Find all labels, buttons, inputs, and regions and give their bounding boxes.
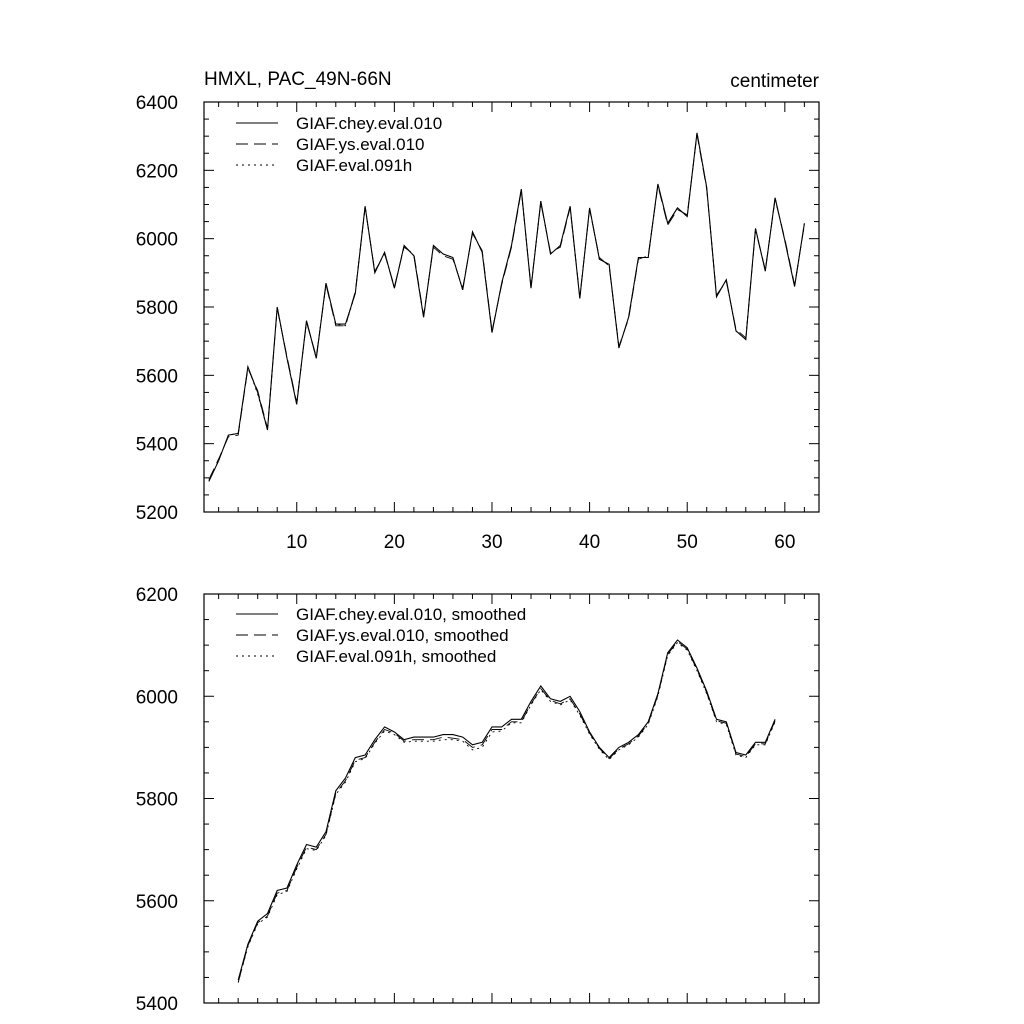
y-tick-label: 6400 xyxy=(135,93,178,114)
x-tick-label: 30 xyxy=(481,532,503,553)
y-tick-label: 5200 xyxy=(135,503,178,524)
legend-label: GIAF.chey.eval.010 xyxy=(296,114,443,133)
chart-title-left: HMXL, PAC_49N-66N xyxy=(204,69,392,90)
x-tick-label: 40 xyxy=(579,532,601,553)
series-line-2 xyxy=(238,642,775,983)
x-tick-label: 60 xyxy=(774,532,796,553)
chart-units-label: centimeter xyxy=(730,71,819,92)
x-tick-label: 20 xyxy=(383,532,405,553)
y-tick-label: 5400 xyxy=(135,434,178,456)
y-tick-label: 6200 xyxy=(135,161,178,183)
legend-label: GIAF.eval.091h xyxy=(296,156,413,175)
y-tick-label: 6000 xyxy=(135,229,178,251)
series-line-1 xyxy=(209,133,805,482)
y-tick-label: 5600 xyxy=(135,891,178,913)
legend-label: GIAF.chey.eval.010, smoothed xyxy=(296,605,527,624)
y-tick-label: 6200 xyxy=(135,585,178,606)
series-line-2 xyxy=(209,135,805,480)
series-line-1 xyxy=(238,640,775,980)
x-tick-label: 10 xyxy=(286,532,308,553)
series-line-3 xyxy=(238,643,775,983)
y-tick-label: 5800 xyxy=(135,298,178,319)
y-tick-label: 5400 xyxy=(135,994,178,1015)
chart-top-panel xyxy=(136,69,820,553)
legend-label: GIAF.ys.eval.010, smoothed xyxy=(296,626,509,645)
y-tick-label: 6000 xyxy=(135,687,178,709)
legend-label: GIAF.ys.eval.010 xyxy=(296,135,425,154)
y-tick-label: 5800 xyxy=(135,789,178,811)
chart-bottom-panel xyxy=(136,585,819,1015)
legend-label: GIAF.eval.091h, smoothed xyxy=(296,647,497,666)
y-tick-label: 5600 xyxy=(135,366,178,388)
series-line-3 xyxy=(209,133,805,482)
x-tick-label: 50 xyxy=(676,532,698,553)
